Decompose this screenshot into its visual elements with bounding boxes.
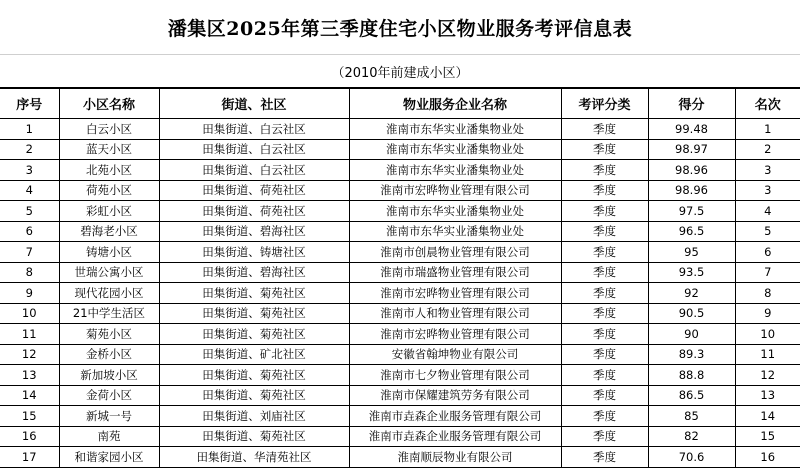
cell-street-community[interactable]: 田集街道、华清苑社区 — [159, 447, 349, 468]
cell-street-community[interactable]: 田集街道、菊苑社区 — [159, 365, 349, 386]
table-row — [0, 303, 800, 324]
cell-company-name[interactable]: 淮南市东华实业潘集物业处 — [349, 160, 561, 181]
cell-score[interactable]: 92 — [648, 283, 735, 304]
cell-score[interactable]: 99.48 — [648, 119, 735, 140]
cell-company-name[interactable]: 淮南市宏晔物业管理有限公司 — [349, 324, 561, 345]
cell-index[interactable]: 3 — [0, 160, 59, 181]
cell-community-name[interactable]: 世瑞公寓小区 — [59, 262, 159, 283]
table-row — [0, 139, 800, 160]
cell-street-community[interactable]: 田集街道、白云社区 — [159, 119, 349, 140]
table-row — [0, 262, 800, 283]
cell-score[interactable]: 96.5 — [648, 221, 735, 242]
cell-category[interactable]: 季度 — [561, 365, 648, 386]
table-body — [0, 119, 800, 468]
cell-score[interactable]: 90.5 — [648, 303, 735, 324]
cell-score[interactable]: 85 — [648, 406, 735, 427]
cell-rank[interactable]: 5 — [735, 221, 800, 242]
cell-category[interactable]: 季度 — [561, 139, 648, 160]
table-row — [0, 242, 800, 263]
cell-community-name[interactable]: 和谐家园小区 — [59, 447, 159, 468]
table-subtitle: （2010年前建成小区） — [0, 54, 800, 88]
cell-company-name[interactable]: 淮南市东华实业潘集物业处 — [349, 139, 561, 160]
table-row — [0, 344, 800, 365]
cell-street-community[interactable]: 田集街道、碧海社区 — [159, 221, 349, 242]
cell-category[interactable]: 季度 — [561, 201, 648, 222]
cell-community-name[interactable]: 铸塘小区 — [59, 242, 159, 263]
header-street-community[interactable]: 街道、社区 — [159, 89, 349, 119]
header-rank[interactable]: 名次 — [735, 89, 800, 119]
cell-street-community[interactable]: 田集街道、菊苑社区 — [159, 324, 349, 345]
cell-community-name[interactable]: 蓝天小区 — [59, 139, 159, 160]
cell-rank[interactable]: 13 — [735, 385, 800, 406]
cell-category[interactable]: 季度 — [561, 426, 648, 447]
cell-category[interactable]: 季度 — [561, 262, 648, 283]
cell-community-name[interactable]: 荷苑小区 — [59, 180, 159, 201]
cell-index[interactable]: 12 — [0, 344, 59, 365]
cell-rank[interactable]: 3 — [735, 180, 800, 201]
cell-company-name[interactable]: 淮南市东华实业潘集物业处 — [349, 221, 561, 242]
cell-community-name[interactable]: 菊苑小区 — [59, 324, 159, 345]
header-community-name[interactable]: 小区名称 — [59, 89, 159, 119]
table-row — [0, 283, 800, 304]
cell-street-community[interactable]: 田集街道、矿北社区 — [159, 344, 349, 365]
cell-street-community[interactable]: 田集街道、碧海社区 — [159, 262, 349, 283]
cell-community-name[interactable]: 北苑小区 — [59, 160, 159, 181]
cell-street-community[interactable]: 田集街道、菊苑社区 — [159, 303, 349, 324]
table-row — [0, 119, 800, 140]
table-row — [0, 406, 800, 427]
cell-category[interactable]: 季度 — [561, 344, 648, 365]
cell-index[interactable]: 16 — [0, 426, 59, 447]
table-row — [0, 201, 800, 222]
cell-score[interactable]: 98.96 — [648, 180, 735, 201]
table-row — [0, 447, 800, 468]
cell-community-name[interactable]: 金桥小区 — [59, 344, 159, 365]
cell-index[interactable]: 15 — [0, 406, 59, 427]
cell-index[interactable]: 14 — [0, 385, 59, 406]
header-index[interactable]: 序号 — [0, 89, 59, 119]
cell-community-name[interactable]: 碧海老小区 — [59, 221, 159, 242]
cell-street-community[interactable]: 田集街道、白云社区 — [159, 139, 349, 160]
cell-rank[interactable]: 1 — [735, 119, 800, 140]
cell-rank[interactable]: 8 — [735, 283, 800, 304]
cell-rank[interactable]: 4 — [735, 201, 800, 222]
cell-community-name[interactable]: 新加坡小区 — [59, 365, 159, 386]
cell-score[interactable]: 89.3 — [648, 344, 735, 365]
cell-rank[interactable]: 9 — [735, 303, 800, 324]
header-category[interactable]: 考评分类 — [561, 89, 648, 119]
cell-index[interactable]: 8 — [0, 262, 59, 283]
cell-category[interactable]: 季度 — [561, 385, 648, 406]
cell-street-community[interactable]: 田集街道、菊苑社区 — [159, 385, 349, 406]
cell-company-name[interactable]: 淮南市垚森企业服务管理有限公司 — [349, 426, 561, 447]
cell-category[interactable]: 季度 — [561, 447, 648, 468]
cell-company-name[interactable]: 淮南市保耀建筑劳务有限公司 — [349, 385, 561, 406]
cell-score[interactable]: 98.97 — [648, 139, 735, 160]
cell-community-name[interactable]: 彩虹小区 — [59, 201, 159, 222]
header-row — [0, 89, 800, 119]
table-row — [0, 221, 800, 242]
cell-street-community[interactable]: 田集街道、白云社区 — [159, 160, 349, 181]
cell-score[interactable]: 90 — [648, 324, 735, 345]
table-row — [0, 385, 800, 406]
cell-index[interactable]: 13 — [0, 365, 59, 386]
cell-street-community[interactable]: 田集街道、铸塘社区 — [159, 242, 349, 263]
cell-score[interactable]: 97.5 — [648, 201, 735, 222]
cell-rank[interactable]: 11 — [735, 344, 800, 365]
cell-street-community[interactable]: 田集街道、菊苑社区 — [159, 283, 349, 304]
cell-index[interactable]: 9 — [0, 283, 59, 304]
cell-company-name[interactable]: 淮南市人和物业管理有限公司 — [349, 303, 561, 324]
cell-company-name[interactable]: 淮南市东华实业潘集物业处 — [349, 201, 561, 222]
cell-community-name[interactable]: 新城一号 — [59, 406, 159, 427]
cell-category[interactable]: 季度 — [561, 303, 648, 324]
cell-company-name[interactable]: 淮南市创晨物业管理有限公司 — [349, 242, 561, 263]
cell-street-community[interactable]: 田集街道、菊苑社区 — [159, 426, 349, 447]
cell-category[interactable]: 季度 — [561, 324, 648, 345]
cell-rank[interactable]: 2 — [735, 139, 800, 160]
cell-company-name[interactable]: 淮南市宏晔物业管理有限公司 — [349, 283, 561, 304]
cell-category[interactable]: 季度 — [561, 242, 648, 263]
evaluation-table — [0, 88, 800, 468]
cell-rank[interactable]: 16 — [735, 447, 800, 468]
cell-company-name[interactable]: 淮南市七夕物业管理有限公司 — [349, 365, 561, 386]
cell-index[interactable]: 17 — [0, 447, 59, 468]
table-row — [0, 324, 800, 345]
cell-company-name[interactable]: 淮南市东华实业潘集物业处 — [349, 119, 561, 140]
cell-category[interactable]: 季度 — [561, 406, 648, 427]
cell-rank[interactable]: 6 — [735, 242, 800, 263]
cell-score[interactable]: 93.5 — [648, 262, 735, 283]
cell-score[interactable]: 98.96 — [648, 160, 735, 181]
cell-index[interactable]: 11 — [0, 324, 59, 345]
cell-rank[interactable]: 10 — [735, 324, 800, 345]
cell-community-name[interactable]: 21中学生活区 — [59, 303, 159, 324]
table-title: 潘集区2025年第三季度住宅小区物业服务考评信息表 — [167, 17, 633, 40]
table-row — [0, 426, 800, 447]
cell-score[interactable]: 86.5 — [648, 385, 735, 406]
cell-community-name[interactable]: 金荷小区 — [59, 385, 159, 406]
table-row — [0, 365, 800, 386]
cell-index[interactable]: 2 — [0, 139, 59, 160]
cell-street-community[interactable]: 田集街道、荷苑社区 — [159, 180, 349, 201]
cell-rank[interactable]: 12 — [735, 365, 800, 386]
cell-score[interactable]: 70.6 — [648, 447, 735, 468]
cell-score[interactable]: 82 — [648, 426, 735, 447]
cell-rank[interactable]: 3 — [735, 160, 800, 181]
cell-company-name[interactable]: 淮南顺辰物业有限公司 — [349, 447, 561, 468]
cell-category[interactable]: 季度 — [561, 221, 648, 242]
cell-index[interactable]: 4 — [0, 180, 59, 201]
cell-index[interactable]: 7 — [0, 242, 59, 263]
cell-company-name[interactable]: 安徽省翰坤物业有限公司 — [349, 344, 561, 365]
cell-rank[interactable]: 15 — [735, 426, 800, 447]
cell-index[interactable]: 10 — [0, 303, 59, 324]
cell-category[interactable]: 季度 — [561, 283, 648, 304]
cell-company-name[interactable]: 淮南市垚森企业服务管理有限公司 — [349, 406, 561, 427]
table-row — [0, 180, 800, 201]
cell-community-name[interactable]: 现代花园小区 — [59, 283, 159, 304]
cell-community-name[interactable]: 白云小区 — [59, 119, 159, 140]
header-company-name[interactable]: 物业服务企业名称 — [349, 89, 561, 119]
cell-index[interactable]: 1 — [0, 119, 59, 140]
cell-score[interactable]: 95 — [648, 242, 735, 263]
cell-index[interactable]: 6 — [0, 221, 59, 242]
table-row — [0, 160, 800, 181]
cell-community-name[interactable]: 南苑 — [59, 426, 159, 447]
cell-street-community[interactable]: 田集街道、刘庙社区 — [159, 406, 349, 427]
cell-category[interactable]: 季度 — [561, 160, 648, 181]
cell-rank[interactable]: 14 — [735, 406, 800, 427]
cell-category[interactable]: 季度 — [561, 119, 648, 140]
cell-category[interactable]: 季度 — [561, 180, 648, 201]
cell-street-community[interactable]: 田集街道、荷苑社区 — [159, 201, 349, 222]
cell-company-name[interactable]: 淮南市瑞盛物业管理有限公司 — [349, 262, 561, 283]
cell-score[interactable]: 88.8 — [648, 365, 735, 386]
header-score[interactable]: 得分 — [648, 89, 735, 119]
cell-company-name[interactable]: 淮南市宏晔物业管理有限公司 — [349, 180, 561, 201]
cell-index[interactable]: 5 — [0, 201, 59, 222]
cell-rank[interactable]: 7 — [735, 262, 800, 283]
